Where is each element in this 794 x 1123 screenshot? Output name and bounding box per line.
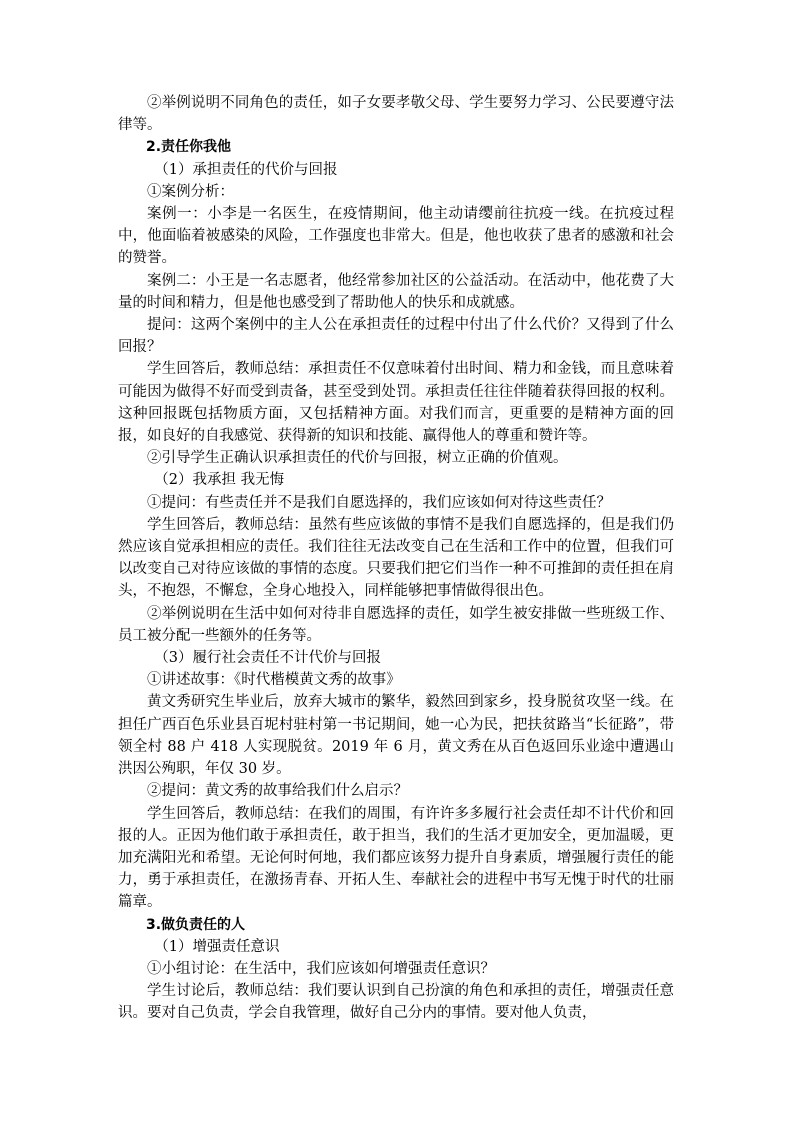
subsection-heading: （2）我承担 我无悔 <box>154 472 285 489</box>
body-paragraph: 学生回答后，教师总结：在我们的周围，有许许多多履行社会责任却不计代价和回报的人。正因为他们敢于承担责任，敢于担当，我们的生活才更加安全，更加温暖，更加充满阳光和希望。无论何时何地，我们都应该努力提升自身素质，增强履行责任的能力，勇于承担责任，在激扬青春、开拓人生、奉献社会的进程中书写无愧于时代的壮丽篇章。 <box>118 805 674 911</box>
body-paragraph: ②提问：黄文秀的故事给我们什么启示？ <box>147 783 408 800</box>
body-paragraph: 学生回答后，教师总结：承担责任不仅意味着付出时间、精力和金钱，而且意味着可能因为做得不好而受到责备，甚至受到处罚。承担责任往往伴随着获得回报的权利。这种回报既包括物质方面，又包括精神方面。对我们而言，更重要的是精神方面的回报，如良好的自我感觉、获得新的知识和技能、赢得他人的尊重和赞许等。 <box>118 361 674 445</box>
body-paragraph: 案例二：小王是一名志愿者，他经常参加社区的公益活动。在活动中，他花费了大量的时间和精力，但是他也感受到了帮助他人的快乐和成就感。 <box>118 272 674 311</box>
body-paragraph: ②举例说明不同角色的责任，如子女要孝敬父母、学生要努力学习、公民要遵守法律等。 <box>118 95 674 134</box>
subsection-heading: （1）增强责任意识 <box>154 938 280 955</box>
section-heading: 2.责任你我他 <box>146 139 232 156</box>
body-paragraph: 黄文秀研究生毕业后，放弃大城市的繁华，毅然回到家乡，投身脱贫攻坚一线。在担任广西百色乐业县百坭村驻村第一书记期间，她一心为民，把扶贫路当“长征路”，带领全村 88 户 418 人实现脱贫。2019 年 6 月，黄文秀在从百色返回乐业途中遭遇山洪因公殉职，年仅 30 岁。 <box>118 694 674 778</box>
body-paragraph: ①小组讨论：在生活中，我们应该如何增强责任意识？ <box>147 960 495 977</box>
subsection-heading: （1）承担责任的代价与回报 <box>154 161 338 178</box>
body-paragraph: ②举例说明在生活中如何对待非自愿选择的责任，如学生被安排做一些班级工作、员工被分配一些额外的任务等。 <box>118 605 674 644</box>
subsection-heading: （3）履行社会责任不计代价与回报 <box>154 650 381 667</box>
body-paragraph: 学生回答后，教师总结：虽然有些应该做的事情不是我们自愿选择的，但是我们仍然应该自觉承担相应的责任。我们往往无法改变自己在生活和工作中的位置，但我们可以改变自己对待应该做的事情的态度。只要我们把它们当作一种不可推卸的责任担在肩头，不抱怨，不懈怠，全身心地投入，同样能够把事情做得很出色。 <box>118 516 674 600</box>
body-paragraph: ②引导学生正确认识承担责任的代价与回报，树立正确的价值观。 <box>147 450 568 467</box>
body-paragraph: ①提问：有些责任并不是我们自愿选择的，我们应该如何对待这些责任？ <box>147 494 611 511</box>
section-heading: 3.做负责任的人 <box>146 916 246 933</box>
document-page <box>118 92 674 1025</box>
body-paragraph: 案例一：小李是一名医生，在疫情期间，他主动请缨前往抗疫一线。在抗疫过程中，他面临着被感染的风险，工作强度也非常大。但是，他也收获了患者的感激和社会的赞誉。 <box>118 206 674 267</box>
body-paragraph: 提问：这两个案例中的主人公在承担责任的过程中付出了什么代价？又得到了什么回报？ <box>118 317 674 356</box>
body-paragraph: 学生讨论后，教师总结：我们要认识到自己扮演的角色和承担的责任，增强责任意识。要对自己负责，学会自我管理，做好自己分内的事情。要对他人负责， <box>118 983 674 1022</box>
body-paragraph: ①案例分析： <box>147 183 234 200</box>
body-paragraph: ①讲述故事：《时代楷模黄文秀的故事》 <box>147 672 401 689</box>
